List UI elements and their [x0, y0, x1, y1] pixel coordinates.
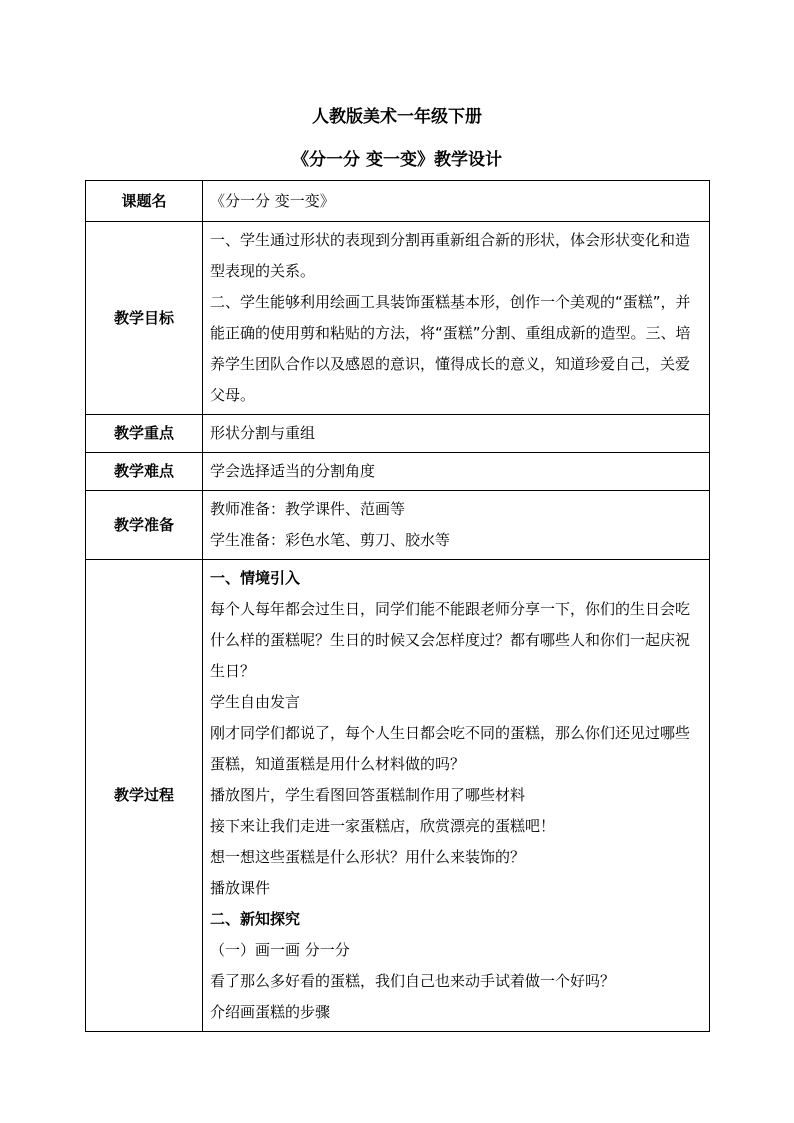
table-row-difficulties	[86, 453, 710, 491]
document-title: 人教版美术一年级下册	[312, 107, 482, 127]
objectives-content	[203, 222, 710, 415]
process-line: 接下来让我们走进一家蛋糕店，欣赏漂亮的蛋糕吧！	[210, 817, 556, 835]
row-label-difficulties: 教学难点	[86, 453, 203, 491]
objective-line: 一、学生通过形状的表现到分割再重新组合新的形状，体会形状变化和造型表现的关系。	[210, 231, 691, 280]
lesson-plan-table	[85, 180, 710, 1032]
process-line: 每个人每年都会过生日，同学们能不能跟老师分享一下，你们的生日会吃什么样的蛋糕呢？生日的时候又会怎样度过？都有哪些人和你们一起庆祝生日？	[210, 600, 691, 680]
row-label-process: 教学过程	[86, 560, 203, 1032]
section-heading: 二、新知探究	[210, 910, 301, 928]
objective-line: 二、学生能够利用绘画工具装饰蛋糕基本形，创作一个美观的“蛋糕”，并能正确的使用剪和粘贴的方法，将“蛋糕”分割、重组成新的造型。三、培养学生团队合作以及感恩的意识，懂得成长的意义，知道珍爱自己，关爱父母。	[210, 293, 691, 404]
table-row-topic	[86, 181, 710, 222]
preparation-line: 教师准备：教学课件、范画等	[210, 500, 406, 518]
row-label-objectives: 教学目标	[86, 222, 203, 415]
section-heading: 一、情境引入	[210, 569, 301, 587]
table-row-key-points	[86, 415, 710, 453]
difficulties-value: 学会选择适当的分割角度	[203, 453, 710, 491]
process-line: 介绍画蛋糕的步骤	[210, 1003, 331, 1021]
document-subtitle: 《分一分 变一变》教学设计	[292, 150, 502, 170]
row-label-key-points: 教学重点	[86, 415, 203, 453]
table-row-preparation	[86, 491, 710, 560]
key-points-value: 形状分割与重组	[203, 415, 710, 453]
preparation-content	[203, 491, 710, 560]
process-line: （一）画一画 分一分	[210, 941, 350, 959]
process-line: 看了那么多好看的蛋糕，我们自己也来动手试着做一个好吗？	[210, 972, 616, 990]
row-label-topic: 课题名	[86, 181, 203, 222]
preparation-line: 学生准备：彩色水笔、剪刀、胶水等	[210, 531, 451, 549]
row-label-preparation: 教学准备	[86, 491, 203, 560]
process-line: 播放图片，学生看图回答蛋糕制作用了哪些材料	[210, 786, 526, 804]
topic-value: 《分一分 变一变》	[203, 181, 710, 222]
process-line: 播放课件	[210, 879, 271, 897]
table-row-process	[86, 560, 710, 1032]
process-line: 想一想这些蛋糕是什么形状？用什么来装饰的？	[210, 848, 526, 866]
process-line: 刚才同学们都说了，每个人生日都会吃不同的蛋糕，那么你们还见过哪些蛋糕，知道蛋糕是用什么材料做的吗？	[210, 724, 691, 773]
process-content	[203, 560, 710, 1032]
table-row-objectives	[86, 222, 710, 415]
process-line: 学生自由发言	[210, 693, 301, 711]
